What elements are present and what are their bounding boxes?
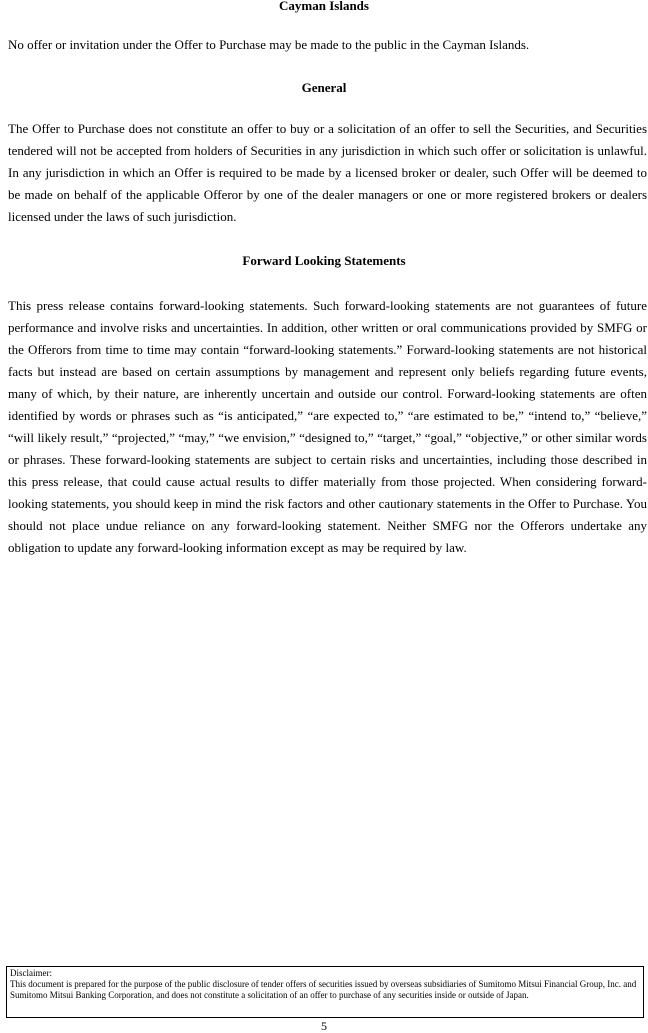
- forward-looking-heading: Forward Looking Statements: [242, 253, 406, 268]
- disclaimer-box: [6, 966, 644, 1018]
- page-number: 5: [321, 1019, 327, 1033]
- general-heading: General: [301, 80, 347, 95]
- forward-looking-paragraph: This press release contains forward-looking statements. Such forward-looking statements are not guarantees of future performance and involve risks and uncertainties. In addition, other written or oral communications provided by SMFG or the Offerors from time to time may contain “forward-looking statements.” Forward-looking statements are not historical facts but instead are based on certain assumptions by management and represent only beliefs regarding future events, many of which, by their nature, are inherently uncertain and outside our control. Forward-looking statements are often identified by words or phrases such as “is anticipated,” “are expected to,” “are estimated to be,” “intend to,” “believe,” “will likely result,” “projected,” “may,” “we envision,” “designed to,” “target,” “goal,” “objective,” or other similar words or phrases. These forward-looking statements are subject to certain risks and uncertainties, including those described in this press release, that could cause actual results to differ materially from those projected. When considering forward-looking statements, you should keep in mind the risk factors and other cautionary statements in the Offer to Purchase. You should not place undue reliance on any forward-looking statement. Neither SMFG nor the Offerors undertake any obligation to update any forward-looking information except as may be required by law.: [8, 298, 647, 555]
- cayman-islands-paragraph: No offer or invitation under the Offer to Purchase may be made to the public in the Cayman Islands.: [8, 37, 530, 52]
- disclaimer-text: This document is prepared for the purpose of the public disclosure of tender offers of securities issued by overseas subsidiaries of Sumitomo Mitsui Financial Group, Inc. and Sumitomo Mitsui Banking Corporation, and does not constitute a solicitation of an offer to purchase of any securities inside or outside of Japan.: [10, 979, 637, 1000]
- cayman-islands-heading: Cayman Islands: [279, 0, 369, 13]
- general-paragraph: The Offer to Purchase does not constitute an offer to buy or a solicitation of an offer to sell the Securities, and Securities tendered will not be accepted from holders of Securities in any jurisdiction in which such offer or solicitation is unlawful. In any jurisdiction in which an Offer is required to be made by a licensed broker or dealer, such Offer will be deemed to be made on behalf of the applicable Offeror by one of the dealer managers or one or more registered brokers or dealers licensed under the laws of such jurisdiction.: [8, 121, 647, 224]
- disclaimer-label: Disclaimer:: [10, 968, 52, 978]
